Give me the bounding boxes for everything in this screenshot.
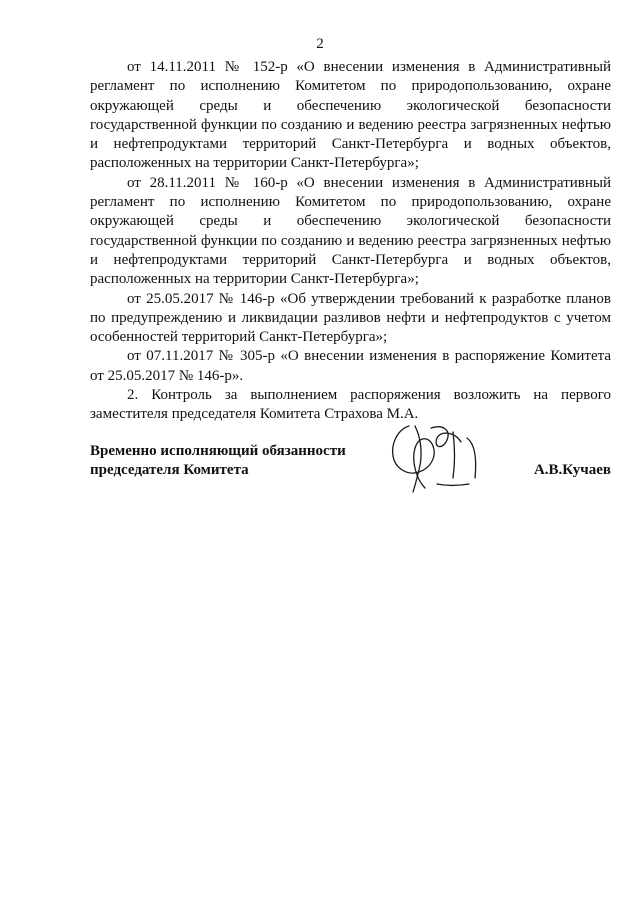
paragraph-order-160: от 28.11.2011 № 160-р «О внесении изменения в Административный регламент по исполнению Комитетом по природопользованию, охране окружающей среды и обеспечению экологической безопасности государственной функции по созданию и ведению реестра загрязненных нефтью и нефтепродуктами территорий Санкт-Петербурга и водных объектов, расположенных на территории Санкт-Петербурга»; xyxy=(90,174,611,288)
signatory-title-line1: Временно исполняющий обязанности xyxy=(90,443,346,459)
signatory-name: А.В.Кучаев xyxy=(533,462,611,478)
signature-block xyxy=(90,440,611,510)
page-number: 2 xyxy=(316,36,324,52)
paragraph-order-146: от 25.05.2017 № 146-р «Об утверждении требований к разработке планов по предупреждению и ликвидации разливов нефти и нефтепродуктов с учетом особенностей территорий Санкт-Петербурга»; xyxy=(90,290,611,346)
signatory-title xyxy=(90,442,346,481)
paragraph-control-clause: 2. Контроль за выполнением распоряжения возложить на первого заместителя председателя Комитета Страхова М.А. xyxy=(90,387,611,423)
handwritten-signature xyxy=(385,418,495,498)
signatory-title-line2: председателя Комитета xyxy=(90,462,249,479)
paragraph-order-152: от 14.11.2011 № 152-р «О внесении изменения в Административный регламент по исполнению Комитетом по природопользованию, охране окружающей среды и обеспечению экологической безопасности государственной функции по созданию и ведению реестра загрязненных нефтью и нефтепродуктами территорий Санкт-Петербурга и водных объектов, расположенных на территории Санкт-Петербурга»; xyxy=(90,59,611,172)
document-body xyxy=(90,58,611,425)
paragraph-order-305: от 07.11.2017 № 305-р «О внесении изменения в распоряжение Комитета от 25.05.2017 № 146-р». xyxy=(90,348,611,384)
